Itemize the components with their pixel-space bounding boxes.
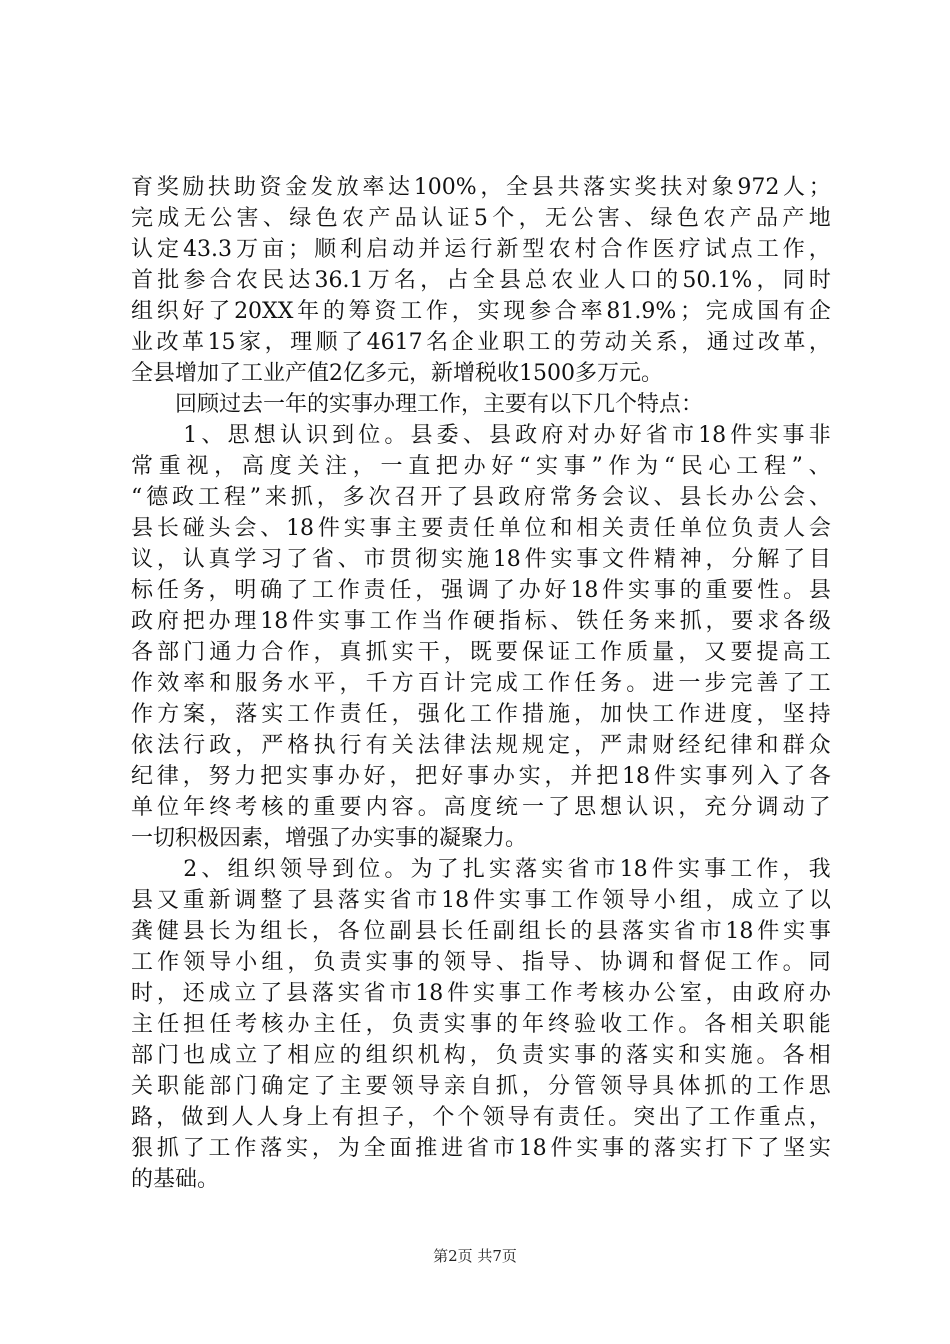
text-line: 认 定 43.3 万 亩 ； 顺 利 启 动 并 运 行 新 型 农 村 合 作 医 疗 试 点 工 作 ，	[131, 237, 831, 262]
text-line: 的基础。	[131, 1167, 220, 1192]
text-line: 2 、 组 织 领 导 到 位 。 为 了 扎 实 落 实 省 市 18 件 实 事 工 作 ， 我	[183, 857, 831, 882]
text-line: 部 门 也 成 立 了 相 应 的 组 织 机 构 ， 负 责 实 事 的 落 实 和 实 施 。 各 相	[131, 1043, 831, 1068]
text-line: 标 任 务 ， 明 确 了 工 作 责 任 ， 强 调 了 办 好 18 件 实 事 的 重 要 性 。 县	[131, 578, 831, 603]
text-line: 单 位 年 终 考 核 的 重 要 内 容 。 高 度 统 一 了 思 想 认 识 ， 充 分 调 动 了	[131, 795, 831, 820]
text-line: 组 织 好 了 20XX 年 的 筹 资 工 作 ， 实 现 参 合 率 81.9% ； 完 成 国 有 企	[131, 299, 831, 324]
text-line: 作 方 案 ， 落 实 工 作 责 任 ， 强 化 工 作 措 施 ， 加 快 工 作 进 度 ， 坚 持	[131, 702, 831, 727]
text-line: 一切积极因素，增强了办实事的凝聚力。	[131, 826, 528, 851]
text-line: 主 任 担 任 考 核 办 主 任 ， 负 责 实 事 的 年 终 验 收 工 作 。 各 相 关 职 能	[131, 1012, 831, 1037]
text-line: 1 、 思 想 认 识 到 位 。 县 委 、 县 政 府 对 办 好 省 市 18 件 实 事 非	[183, 423, 831, 448]
text-line: 议 ， 认 真 学 习 了 省 、 市 贯 彻 实 施 18 件 实 事 文 件 精 神 ， 分 解 了 目	[131, 547, 831, 572]
text-line: 业 改 革 15 家 ， 理 顺 了 4617 名 企 业 职 工 的 劳 动 关 系 ， 通 过 改 革 ，	[131, 330, 831, 355]
text-line: 全县增加了工业产值2亿多元，新增税收1500多万元。	[131, 361, 663, 386]
text-line: 工 作 领 导 小 组 ， 负 责 实 事 的 领 导 、 指 导 、 协 调 和 督 促 工 作 。 同	[131, 950, 831, 975]
text-line: 作 效 率 和 服 务 水 平 ， 千 方 百 计 完 成 工 作 任 务 。 进 一 步 完 善 了 工	[131, 671, 831, 696]
text-line: 纪 律 ， 努 力 把 实 事 办 好 ， 把 好 事 办 实 ， 并 把 18 件 实 事 列 入 了 各	[131, 764, 831, 789]
text-line: 路 ， 做 到 人 人 身 上 有 担 子 ， 个 个 领 导 有 责 任 。 突 出 了 工 作 重 点 ，	[131, 1105, 831, 1130]
text-line: 育 奖 励 扶 助 资 金 发 放 率 达 100% ， 全 县 共 落 实 奖 扶 对 象 972 人 ；	[131, 175, 831, 200]
text-line: 常 重 视 ， 高 度 关 注 ， 一 直 把 办 好 “ 实 事 ” 作 为 “ 民 心 工 程 ” 、	[131, 454, 831, 479]
text-line: 县 长 碰 头 会 、 18 件 实 事 主 要 责 任 单 位 和 相 关 责 任 单 位 负 责 人 会	[131, 516, 831, 541]
body-text	[131, 172, 831, 1195]
text-line: 龚 健 县 长 为 组 长 ， 各 位 副 县 长 任 副 组 长 的 县 落 实 省 市 18 件 实 事	[131, 919, 831, 944]
text-line: 各 部 门 通 力 合 作 ， 真 抓 实 干 ， 既 要 保 证 工 作 质 量 ， 又 要 提 高 工	[131, 640, 831, 665]
text-line: 完 成 无 公 害 、 绿 色 农 产 品 认 证 5 个 ， 无 公 害 、 绿 色 农 产 品 产 地	[131, 206, 831, 231]
text-line: 关 职 能 部 门 确 定 了 主 要 领 导 亲 自 抓 ， 分 管 领 导 具 体 抓 的 工 作 思	[131, 1074, 831, 1099]
text-line: 依 法 行 政 ， 严 格 执 行 有 关 法 律 法 规 规 定 ， 严 肃 财 经 纪 律 和 群 众	[131, 733, 831, 758]
text-line: 时 ， 还 成 立 了 县 落 实 省 市 18 件 实 事 工 作 考 核 办 公 室 ， 由 政 府 办	[131, 981, 831, 1006]
text-line: 县 又 重 新 调 整 了 县 落 实 省 市 18 件 实 事 工 作 领 导 小 组 ， 成 立 了 以	[131, 888, 831, 913]
text-line: “ 德 政 工 程 ” 来 抓 ， 多 次 召 开 了 县 政 府 常 务 会 议 、 县 长 办 公 会 、	[131, 485, 831, 510]
text-line: 首 批 参 合 农 民 达 36.1 万 名 ， 占 全 县 总 农 业 人 口 的 50.1% ， 同 时	[131, 268, 831, 293]
text-line: 狠 抓 了 工 作 落 实 ， 为 全 面 推 进 省 市 18 件 实 事 的 落 实 打 下 了 坚 实	[131, 1136, 831, 1161]
text-line: 政 府 把 办 理 18 件 实 事 工 作 当 作 硬 指 标 、 铁 任 务 来 抓 ， 要 求 各 级	[131, 609, 831, 634]
page-footer: 第2页 共7页	[433, 1247, 517, 1265]
text-line: 回顾过去一年的实事办理工作，主要有以下几个特点：	[131, 392, 704, 417]
